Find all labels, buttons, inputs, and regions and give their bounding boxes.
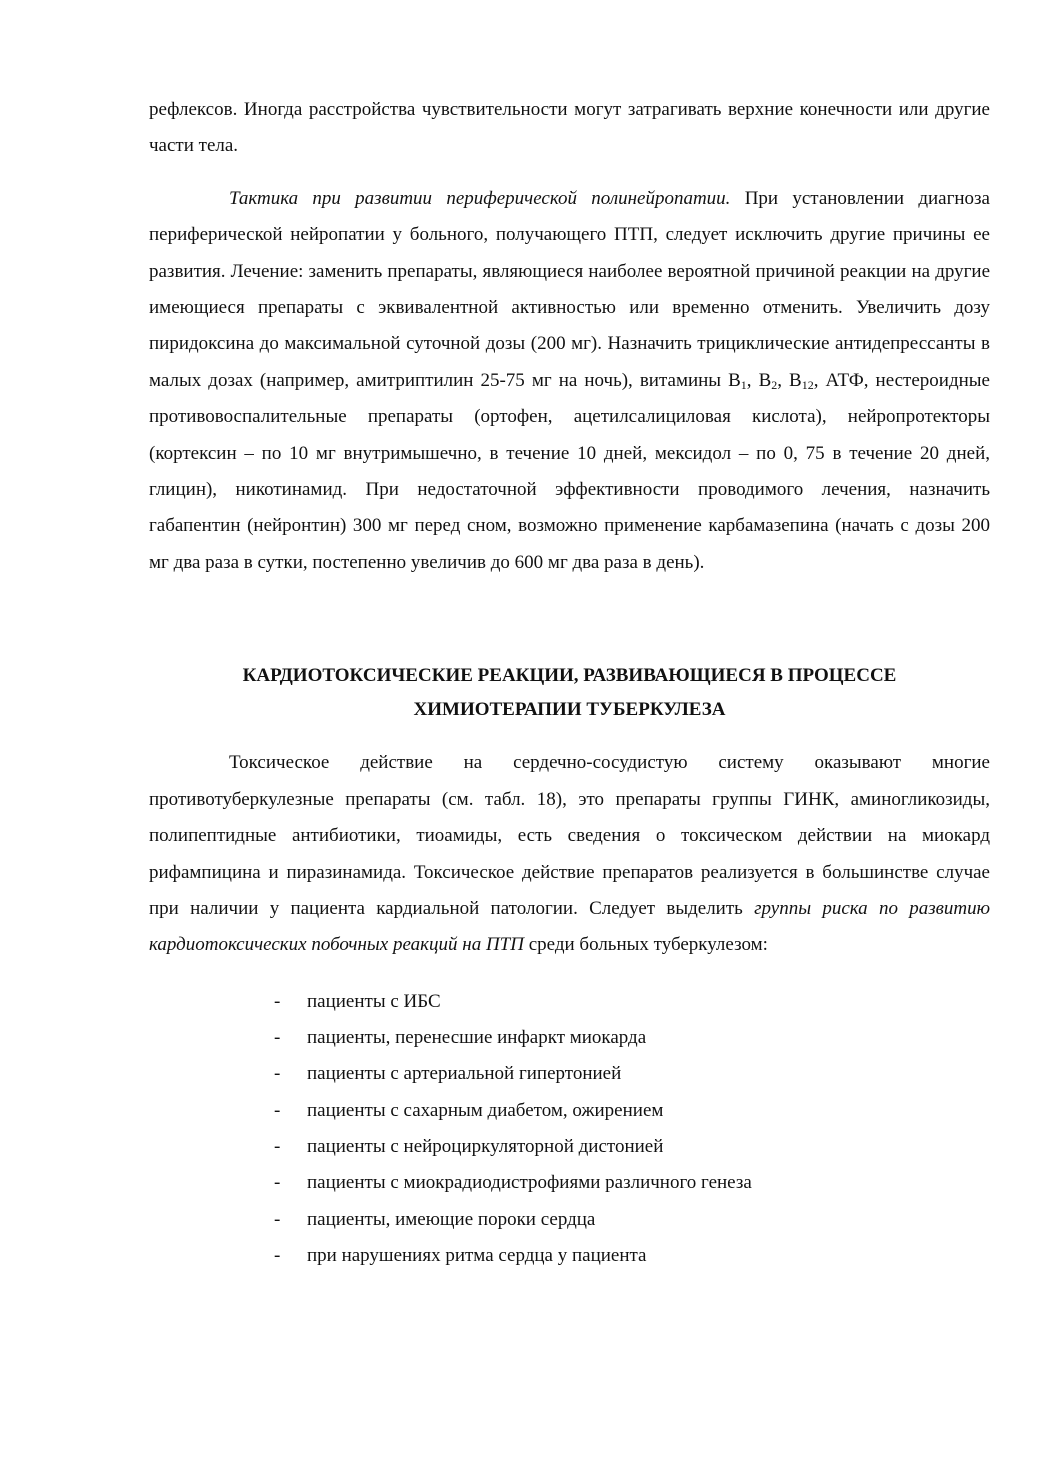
subscript: 2	[771, 377, 778, 392]
list-item-text: пациенты, имеющие пороки сердца	[307, 1208, 596, 1230]
list-dash: -	[274, 1172, 281, 1194]
list-item-text: пациенты с ИБС	[307, 990, 441, 1012]
list-dash: -	[274, 1208, 281, 1230]
italic-lead-heading: Тактика при развитии периферической полинейропатии.	[229, 187, 731, 209]
paragraph-continuation-text: рефлексов. Иногда расстройства чувствительности могут затрагивать верхние конечности или другие части тела.	[149, 99, 990, 157]
list-dash: -	[274, 1027, 281, 1049]
section-heading	[149, 659, 990, 727]
paragraph-text: , АТФ, нестероидные противовоспалительные препараты (ортофен, ацетилсалициловая кислота), нейропротекторы (кортексин – по 10 мг внутримышечно, в течение 10 дней, мексидол – по 0, 75 в течение 20 дней, глицин), никотинамид. При недостаточной эффективности проводимого лечения, назначить габапентин (нейронтин) 300 мг перед сном, возможно применение карбамазепина (начать с дозы 200 мг два раза в сутки, постепенно увеличив до 600 мг два раза в день).	[149, 369, 990, 573]
list-dash: -	[274, 1099, 281, 1121]
section-heading-line-2: ХИМИОТЕРАПИИ ТУБЕРКУЛЕЗА	[413, 699, 726, 721]
list-dash: -	[274, 1063, 281, 1085]
risk-group-list	[149, 984, 990, 1274]
subscript: 12	[801, 377, 814, 392]
paragraph-text: среди больных туберкулезом:	[523, 934, 768, 956]
paragraph-text: При установлении диагноза периферической нейропатии у больного, получающего ПТП, следует исключить другие причины ее развития. Лечение: заменить препараты, являющиеся наиболее вероятной причиной реакции на другие имеющиеся препараты с эквивалентной активностью или временно отменить. Увеличить дозу пиридоксина до максимальной суточной дозы (200 мг). Назначить трициклические антидепрессанты в малых дозах (например, амитриптилин 25-75 мг на ночь), витамины В	[149, 187, 990, 391]
list-item	[149, 1238, 990, 1274]
paragraph-text: , В	[777, 369, 802, 391]
list-item-text: пациенты с миокрадиодистрофиями различного генеза	[307, 1172, 752, 1194]
list-item	[149, 984, 990, 1020]
list-dash: -	[274, 1244, 281, 1266]
list-item	[149, 1129, 990, 1165]
italic-emphasis: группы риска по развитию кардиотоксических побочных реакций на ПТП	[149, 897, 990, 956]
paragraph-text: Токсическое действие на сердечно-сосудистую систему оказывают многие противотуберкулезные препараты (см. табл. 18), это препараты группы ГИНК, аминогликозиды, полипептидные антибиотики, тиоамиды, есть сведения о токсическом действии на миокард рифампицина и пиразинамида. Токсическое действие препаратов реализуется в большинстве случае при наличии у пациента кардиальной патологии. Следует выделить	[149, 752, 990, 919]
paragraph-cardiotoxicity	[149, 745, 990, 963]
list-item-text: пациенты с нейроциркуляторной дистонией	[307, 1135, 664, 1157]
page-content	[149, 92, 990, 1274]
list-item-text: пациенты с артериальной гипертонией	[307, 1063, 622, 1085]
subscript: 1	[740, 377, 747, 392]
list-item	[149, 1056, 990, 1092]
list-item-text: при нарушениях ритма сердца у пациента	[307, 1244, 647, 1266]
list-item	[149, 1020, 990, 1056]
list-dash: -	[274, 1135, 281, 1157]
paragraph-text: , В	[746, 369, 772, 391]
section-heading-line-1: КАРДИОТОКСИЧЕСКИЕ РЕАКЦИИ, РАЗВИВАЮЩИЕСЯ В ПРОЦЕССЕ	[242, 665, 897, 687]
list-item	[149, 1202, 990, 1238]
paragraph-continuation	[149, 92, 990, 165]
list-item-text: пациенты с сахарным диабетом, ожирением	[307, 1099, 664, 1121]
list-item	[149, 1165, 990, 1201]
list-item	[149, 1093, 990, 1129]
list-item-text: пациенты, перенесшие инфаркт миокарда	[307, 1027, 647, 1049]
paragraph-polyneuropathy-tactics	[149, 181, 990, 581]
list-dash: -	[274, 990, 281, 1012]
